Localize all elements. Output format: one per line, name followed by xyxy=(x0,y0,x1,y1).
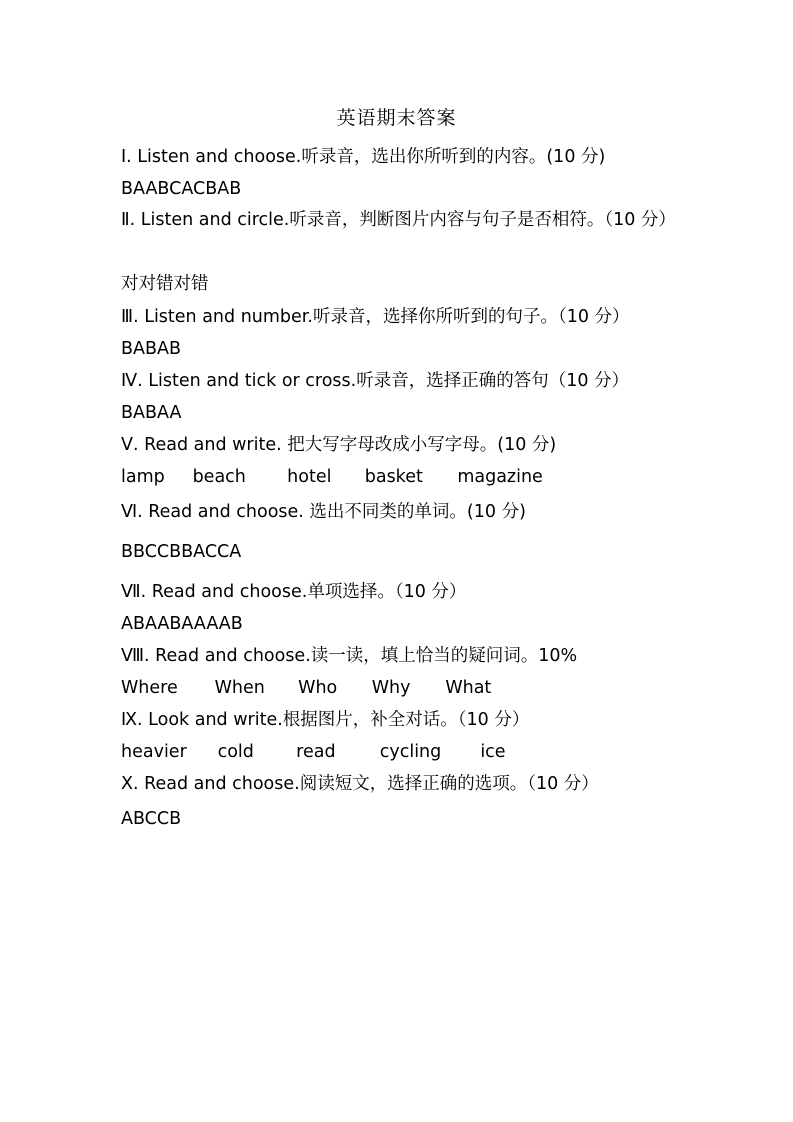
section-4-answer: BABAA xyxy=(121,403,182,423)
answer-word: Who xyxy=(298,678,338,698)
answer-word: Why xyxy=(371,678,411,698)
section-10-heading: Ⅹ. Read and choose.阅读短文，选择正确的选项。（10 分） xyxy=(121,774,599,794)
section-8-answer-words xyxy=(121,674,721,702)
section-9-heading: Ⅸ. Look and write.根据图片，补全对话。（10 分） xyxy=(121,710,530,730)
section-7-heading: Ⅶ. Read and choose.单项选择。（10 分） xyxy=(121,582,467,602)
answer-word: cycling xyxy=(379,742,442,762)
answer-word: Where xyxy=(121,678,178,698)
page-title: 英语期末答案 xyxy=(336,107,457,129)
section-2-answer: 对对错对错 xyxy=(121,274,209,294)
section-3-heading: Ⅲ. Listen and number.听录音，选择你所听到的句子。（10 分） xyxy=(121,307,630,327)
answer-word: lamp xyxy=(121,467,165,487)
section-6-answer: BBCCBBACCA xyxy=(121,542,242,562)
section-7-answer: ABAABAAAAB xyxy=(121,614,243,634)
section-4-heading: Ⅳ. Listen and tick or cross.听录音，选择正确的答句（10 分） xyxy=(121,371,630,391)
section-9-answer-words xyxy=(121,738,721,766)
answer-word: ice xyxy=(480,742,506,762)
answer-word: magazine xyxy=(457,467,543,487)
answer-word: What xyxy=(445,678,492,698)
answer-word: cold xyxy=(217,742,254,762)
answer-word: heavier xyxy=(121,742,187,762)
section-5-heading: Ⅴ. Read and write. 把大写字母改成小写字母。(10 分) xyxy=(121,435,557,455)
answer-word: read xyxy=(296,742,336,762)
section-3-answer: BABAB xyxy=(121,339,181,359)
answer-word: beach xyxy=(192,467,246,487)
section-1-answer: BAABCACBAB xyxy=(121,179,242,199)
section-10-answer: ABCCB xyxy=(121,809,182,829)
answer-word: hotel xyxy=(287,467,332,487)
section-8-heading: Ⅷ. Read and choose.读一读，填上恰当的疑问词。10% xyxy=(121,646,578,666)
answer-word: basket xyxy=(364,467,423,487)
answer-word: When xyxy=(214,678,265,698)
section-5-answer-words xyxy=(121,463,721,491)
section-6-heading: Ⅵ. Read and choose. 选出不同类的单词。(10 分) xyxy=(121,502,526,522)
section-1-heading: Ⅰ. Listen and choose.听录音，选出你所听到的内容。(10 分) xyxy=(121,147,606,167)
section-2-heading: Ⅱ. Listen and circle.听录音，判断图片内容与句子是否相符。（10 分） xyxy=(121,210,676,230)
